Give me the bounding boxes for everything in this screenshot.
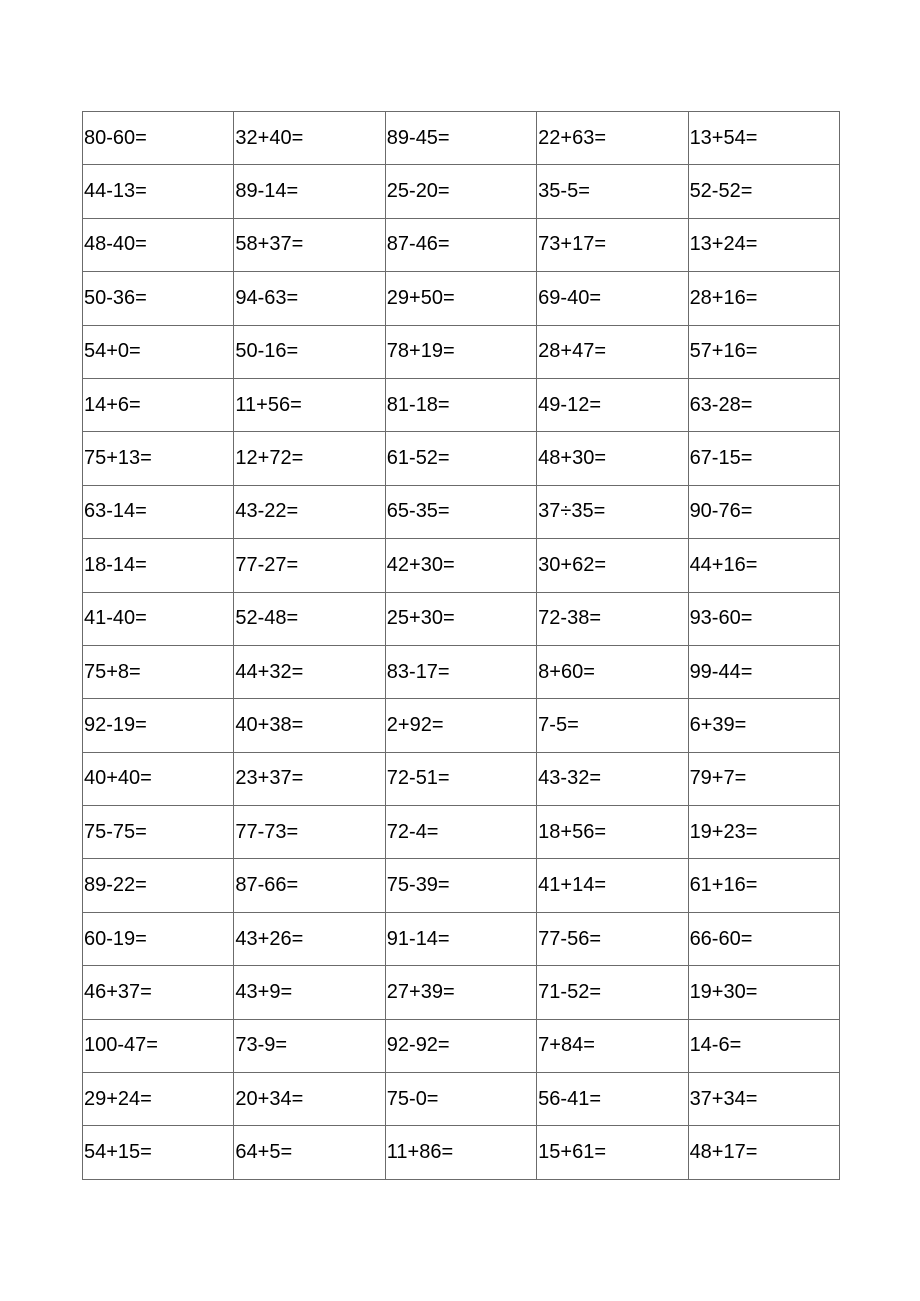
table-row xyxy=(83,752,840,805)
problem-cell: 23+37= xyxy=(234,752,385,805)
problem-cell: 94-63= xyxy=(234,272,385,325)
problem-cell: 61-52= xyxy=(385,432,536,485)
problem-cell: 73+17= xyxy=(537,218,688,271)
problem-cell: 58+37= xyxy=(234,218,385,271)
problem-cell: 89-22= xyxy=(83,859,234,912)
problem-cell: 61+16= xyxy=(688,859,839,912)
problem-cell: 20+34= xyxy=(234,1073,385,1126)
problem-cell: 46+37= xyxy=(83,966,234,1019)
problem-cell: 28+16= xyxy=(688,272,839,325)
problem-cell: 40+40= xyxy=(83,752,234,805)
problem-cell: 73-9= xyxy=(234,1019,385,1072)
problem-cell: 89-14= xyxy=(234,165,385,218)
problem-cell: 49-12= xyxy=(537,378,688,431)
problem-cell: 18+56= xyxy=(537,806,688,859)
problem-cell: 50-16= xyxy=(234,325,385,378)
worksheet-table-body xyxy=(83,112,840,1180)
problem-cell: 100-47= xyxy=(83,1019,234,1072)
table-row xyxy=(83,112,840,165)
problem-cell: 54+15= xyxy=(83,1126,234,1180)
problem-cell: 43+9= xyxy=(234,966,385,1019)
problem-cell: 63-14= xyxy=(83,485,234,538)
table-row xyxy=(83,806,840,859)
problem-cell: 6+39= xyxy=(688,699,839,752)
problem-cell: 29+50= xyxy=(385,272,536,325)
problem-cell: 29+24= xyxy=(83,1073,234,1126)
problem-cell: 48-40= xyxy=(83,218,234,271)
problem-cell: 78+19= xyxy=(385,325,536,378)
problem-cell: 43-22= xyxy=(234,485,385,538)
problem-cell: 99-44= xyxy=(688,645,839,698)
problem-cell: 37÷35= xyxy=(537,485,688,538)
problem-cell: 92-92= xyxy=(385,1019,536,1072)
table-row xyxy=(83,1073,840,1126)
problem-cell: 77-56= xyxy=(537,912,688,965)
problem-cell: 75-75= xyxy=(83,806,234,859)
table-row xyxy=(83,859,840,912)
problem-cell: 52-52= xyxy=(688,165,839,218)
table-row xyxy=(83,539,840,592)
problem-cell: 22+63= xyxy=(537,112,688,165)
table-row xyxy=(83,165,840,218)
problem-cell: 12+72= xyxy=(234,432,385,485)
problem-cell: 54+0= xyxy=(83,325,234,378)
problem-cell: 50-36= xyxy=(83,272,234,325)
problem-cell: 79+7= xyxy=(688,752,839,805)
problem-cell: 75+13= xyxy=(83,432,234,485)
problem-cell: 72-38= xyxy=(537,592,688,645)
problem-cell: 75+8= xyxy=(83,645,234,698)
problem-cell: 56-41= xyxy=(537,1073,688,1126)
problem-cell: 83-17= xyxy=(385,645,536,698)
problem-cell: 66-60= xyxy=(688,912,839,965)
problem-cell: 41-40= xyxy=(83,592,234,645)
table-row xyxy=(83,432,840,485)
problem-cell: 7-5= xyxy=(537,699,688,752)
table-row xyxy=(83,912,840,965)
problem-cell: 15+61= xyxy=(537,1126,688,1180)
table-row xyxy=(83,485,840,538)
problem-cell: 81-18= xyxy=(385,378,536,431)
problem-cell: 11+56= xyxy=(234,378,385,431)
table-row xyxy=(83,378,840,431)
table-row xyxy=(83,325,840,378)
table-row xyxy=(83,272,840,325)
problem-cell: 77-27= xyxy=(234,539,385,592)
problem-cell: 80-60= xyxy=(83,112,234,165)
problem-cell: 52-48= xyxy=(234,592,385,645)
problem-cell: 63-28= xyxy=(688,378,839,431)
problem-cell: 14+6= xyxy=(83,378,234,431)
problem-cell: 7+84= xyxy=(537,1019,688,1072)
problem-cell: 2+92= xyxy=(385,699,536,752)
problem-cell: 32+40= xyxy=(234,112,385,165)
problem-cell: 8+60= xyxy=(537,645,688,698)
problem-cell: 19+30= xyxy=(688,966,839,1019)
problem-cell: 67-15= xyxy=(688,432,839,485)
problem-cell: 25+30= xyxy=(385,592,536,645)
table-row xyxy=(83,1126,840,1180)
problem-cell: 69-40= xyxy=(537,272,688,325)
problem-cell: 87-66= xyxy=(234,859,385,912)
problem-cell: 14-6= xyxy=(688,1019,839,1072)
problem-cell: 44+16= xyxy=(688,539,839,592)
problem-cell: 92-19= xyxy=(83,699,234,752)
problem-cell: 75-39= xyxy=(385,859,536,912)
table-row xyxy=(83,592,840,645)
problem-cell: 48+30= xyxy=(537,432,688,485)
problem-cell: 48+17= xyxy=(688,1126,839,1180)
problem-cell: 13+24= xyxy=(688,218,839,271)
problem-cell: 60-19= xyxy=(83,912,234,965)
problem-cell: 57+16= xyxy=(688,325,839,378)
table-row xyxy=(83,966,840,1019)
problem-cell: 27+39= xyxy=(385,966,536,1019)
problem-cell: 93-60= xyxy=(688,592,839,645)
problem-cell: 25-20= xyxy=(385,165,536,218)
problem-cell: 43+26= xyxy=(234,912,385,965)
arithmetic-worksheet-table xyxy=(82,111,840,1180)
problem-cell: 42+30= xyxy=(385,539,536,592)
problem-cell: 72-4= xyxy=(385,806,536,859)
worksheet-page xyxy=(82,111,840,1180)
problem-cell: 77-73= xyxy=(234,806,385,859)
table-row xyxy=(83,1019,840,1072)
problem-cell: 65-35= xyxy=(385,485,536,538)
problem-cell: 30+62= xyxy=(537,539,688,592)
table-row xyxy=(83,645,840,698)
problem-cell: 35-5= xyxy=(537,165,688,218)
problem-cell: 13+54= xyxy=(688,112,839,165)
table-row xyxy=(83,699,840,752)
problem-cell: 44-13= xyxy=(83,165,234,218)
problem-cell: 89-45= xyxy=(385,112,536,165)
problem-cell: 75-0= xyxy=(385,1073,536,1126)
problem-cell: 64+5= xyxy=(234,1126,385,1180)
problem-cell: 43-32= xyxy=(537,752,688,805)
problem-cell: 40+38= xyxy=(234,699,385,752)
problem-cell: 28+47= xyxy=(537,325,688,378)
problem-cell: 19+23= xyxy=(688,806,839,859)
problem-cell: 71-52= xyxy=(537,966,688,1019)
problem-cell: 90-76= xyxy=(688,485,839,538)
problem-cell: 44+32= xyxy=(234,645,385,698)
problem-cell: 91-14= xyxy=(385,912,536,965)
table-row xyxy=(83,218,840,271)
problem-cell: 37+34= xyxy=(688,1073,839,1126)
problem-cell: 41+14= xyxy=(537,859,688,912)
problem-cell: 11+86= xyxy=(385,1126,536,1180)
problem-cell: 87-46= xyxy=(385,218,536,271)
problem-cell: 72-51= xyxy=(385,752,536,805)
problem-cell: 18-14= xyxy=(83,539,234,592)
